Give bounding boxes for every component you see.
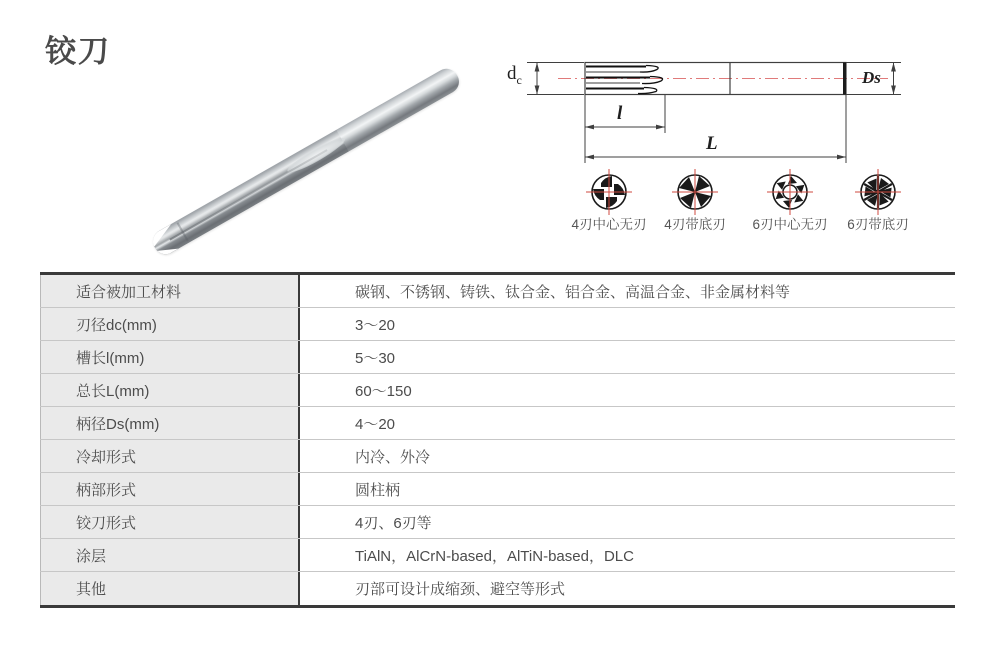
- cross-section-4-flute-no-center-icon: [586, 169, 632, 215]
- dimension-label-total-length: L: [706, 133, 718, 154]
- cross-section-caption: 4刃带底刃: [664, 217, 726, 232]
- spec-value: 60～150: [300, 374, 955, 406]
- spec-table: [40, 272, 955, 608]
- cross-section-caption: 4刃中心无刃: [571, 217, 647, 232]
- spec-value: 4刃、6刃等: [300, 506, 955, 538]
- table-row: [40, 572, 955, 605]
- table-row: [40, 440, 955, 473]
- table-row: [40, 506, 955, 539]
- spec-label: 刃径dc(mm): [40, 308, 300, 340]
- spec-value: 圆柱柄: [300, 473, 955, 505]
- spec-label: 槽长l(mm): [40, 341, 300, 373]
- spec-value: 碳钢、不锈钢、铸铁、钛合金、铝合金、高温合金、非金属材料等: [300, 275, 955, 307]
- spec-value: 4～20: [300, 407, 955, 439]
- dimension-label-dc: $d_c$: [507, 63, 522, 87]
- cross-section-6-flute-bottom-edge-icon: [855, 169, 901, 215]
- spec-value: 刃部可设计成缩颈、避空等形式: [300, 572, 955, 605]
- spec-label: 铰刀形式: [40, 506, 300, 538]
- spec-value: 内冷、外冷: [300, 440, 955, 472]
- table-row: [40, 275, 955, 308]
- cross-section-4-flute-bottom-edge-icon: [672, 169, 718, 215]
- table-row: [40, 407, 955, 440]
- table-row: [40, 374, 955, 407]
- dimension-label-ds: Ds: [862, 68, 881, 87]
- spec-label: 柄部形式: [40, 473, 300, 505]
- spec-label: 适合被加工材料: [40, 275, 300, 307]
- cross-section-6-flute-no-center-icon: [767, 169, 813, 215]
- spec-label: 柄径Ds(mm): [40, 407, 300, 439]
- spec-label: 其他: [40, 572, 300, 605]
- page-title: 铰刀: [45, 34, 111, 69]
- spec-label: 冷却形式: [40, 440, 300, 472]
- spec-value: TiAlN，AlCrN-based，AlTiN-based，DLC: [300, 539, 955, 571]
- spec-label: 总长L(mm): [40, 374, 300, 406]
- table-row: [40, 308, 955, 341]
- spec-value: 3～20: [300, 308, 955, 340]
- table-row: [40, 539, 955, 572]
- table-row: [40, 341, 955, 374]
- cross-section-caption: 6刃中心无刃: [752, 217, 828, 232]
- table-row: [40, 473, 955, 506]
- spec-value: 5～30: [300, 341, 955, 373]
- dimension-label-flute-length: l: [617, 103, 623, 124]
- spec-label: 涂层: [40, 539, 300, 571]
- cross-section-caption: 6刃带底刃: [847, 217, 909, 232]
